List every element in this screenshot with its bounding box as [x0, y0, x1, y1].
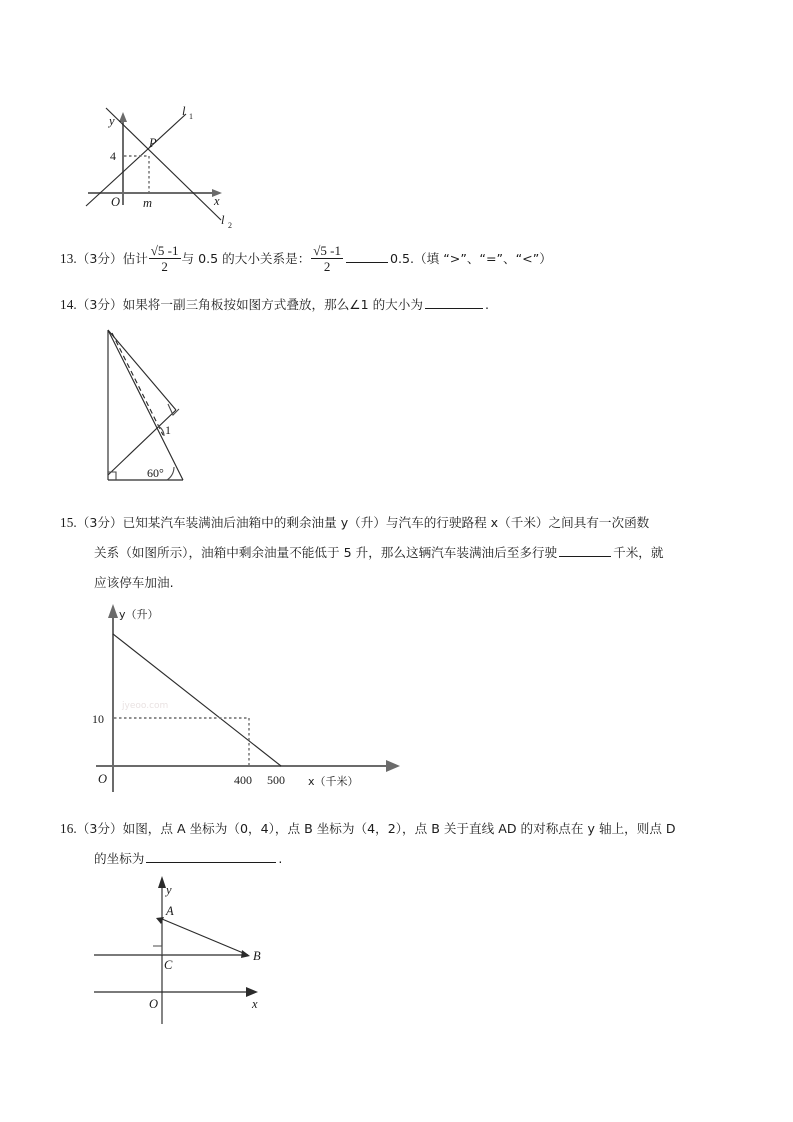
q13-fraction-1 [149, 243, 181, 274]
q16-line-2-b: . [278, 851, 283, 866]
line-l2-label: l [221, 213, 225, 227]
figure-two-lines-intersection [78, 100, 308, 230]
x-axis-label: x [252, 997, 258, 1011]
q13-fraction-2-numerator: √5 -1 [313, 243, 342, 259]
y-value-label: 4 [110, 149, 116, 163]
angle-60-label: 60° [147, 466, 164, 480]
q15-line-2-b: 千米，就 [613, 545, 664, 560]
point-c-label: C [164, 958, 173, 972]
line-l2-subscript: 2 [228, 221, 232, 230]
q15-line-2-a: 关系（如图所示），油箱中剩余油量不能低于 5 升，那么这辆汽车装满油后至多行驶 [94, 545, 558, 560]
point-p-label: P [149, 136, 157, 150]
question-15-line-2 [94, 538, 784, 568]
q13-text-c: 0.5.（填 “>”、“=”、“<”） [390, 251, 552, 266]
point-b-label: B [253, 949, 261, 963]
q15-line-1: 已知某汽车装满油后油箱中的剩余油量 y（升）与汽车的行驶路程 x（千米）之间具有一次函数 [122, 515, 650, 530]
y-axis-label: y [109, 114, 115, 128]
q13-marks: （3分） [76, 251, 123, 266]
q16-line-2-a: 的坐标为 [94, 851, 145, 866]
q13-text-a: 估计 [122, 251, 148, 266]
y-axis-label: y [166, 883, 172, 897]
question-13 [60, 244, 740, 275]
q13-fraction-2 [311, 243, 343, 274]
x-tick-label-500: 500 [267, 773, 285, 787]
q16-line-1: 如图，点 A 坐标为（0，4），点 B 坐标为（4，2），点 B 关于直线 AD 的对称点在 y 轴上，则点 D [122, 821, 676, 836]
x-axis-label: x [214, 194, 220, 208]
q13-text-b: 与 0.5 的大小关系是： [181, 251, 311, 266]
x-axis-label: x（千米） [308, 775, 359, 788]
q16-marks: （3分） [76, 821, 123, 836]
q15-answer-blank[interactable] [559, 543, 611, 557]
question-15-line-3 [94, 568, 784, 598]
x-value-label: m [143, 196, 153, 210]
q16-answer-blank[interactable] [146, 849, 276, 863]
question-16-line-1 [60, 814, 760, 844]
question-16-line-2 [94, 844, 793, 874]
q13-fraction-2-denominator: 2 [323, 259, 331, 275]
line-l1-label: l [182, 104, 186, 118]
q14-text-b: . [484, 297, 489, 312]
line-l1-subscript: 1 [189, 112, 193, 121]
q13-answer-blank[interactable] [346, 249, 388, 263]
y-tick-label-10: 10 [92, 712, 104, 726]
point-a-label: A [166, 904, 174, 918]
q14-text-a: 如果将一副三角板按如图方式叠放，那么∠1 的大小为 [122, 297, 423, 312]
figure-fuel-remaining-linear-graph [80, 596, 400, 796]
q13-fraction-1-numerator: √5 -1 [150, 243, 179, 259]
q13-number: 13. [60, 251, 77, 266]
q13-fraction-1-denominator: 2 [161, 259, 168, 275]
origin-label: O [149, 997, 159, 1011]
angle-1-label: 1 [165, 423, 171, 437]
q15-number: 15. [60, 515, 77, 530]
origin-label: O [98, 772, 108, 786]
q14-marks: （3分） [76, 297, 123, 312]
q14-answer-blank[interactable] [425, 295, 483, 309]
origin-label: O [111, 195, 121, 209]
y-axis-label: y（升） [119, 608, 159, 621]
q16-number: 16. [60, 821, 77, 836]
question-14 [60, 290, 740, 320]
figure-coordinate-plane-points [90, 872, 310, 1027]
watermark-text: jyeoo.com [122, 701, 169, 711]
x-tick-label-400: 400 [234, 773, 252, 787]
q15-marks: （3分） [76, 515, 123, 530]
q14-number: 14. [60, 297, 77, 312]
q15-line-3: 应该停车加油. [94, 575, 174, 590]
figure-overlapping-set-squares [95, 322, 295, 492]
question-15-line-1 [60, 508, 750, 538]
